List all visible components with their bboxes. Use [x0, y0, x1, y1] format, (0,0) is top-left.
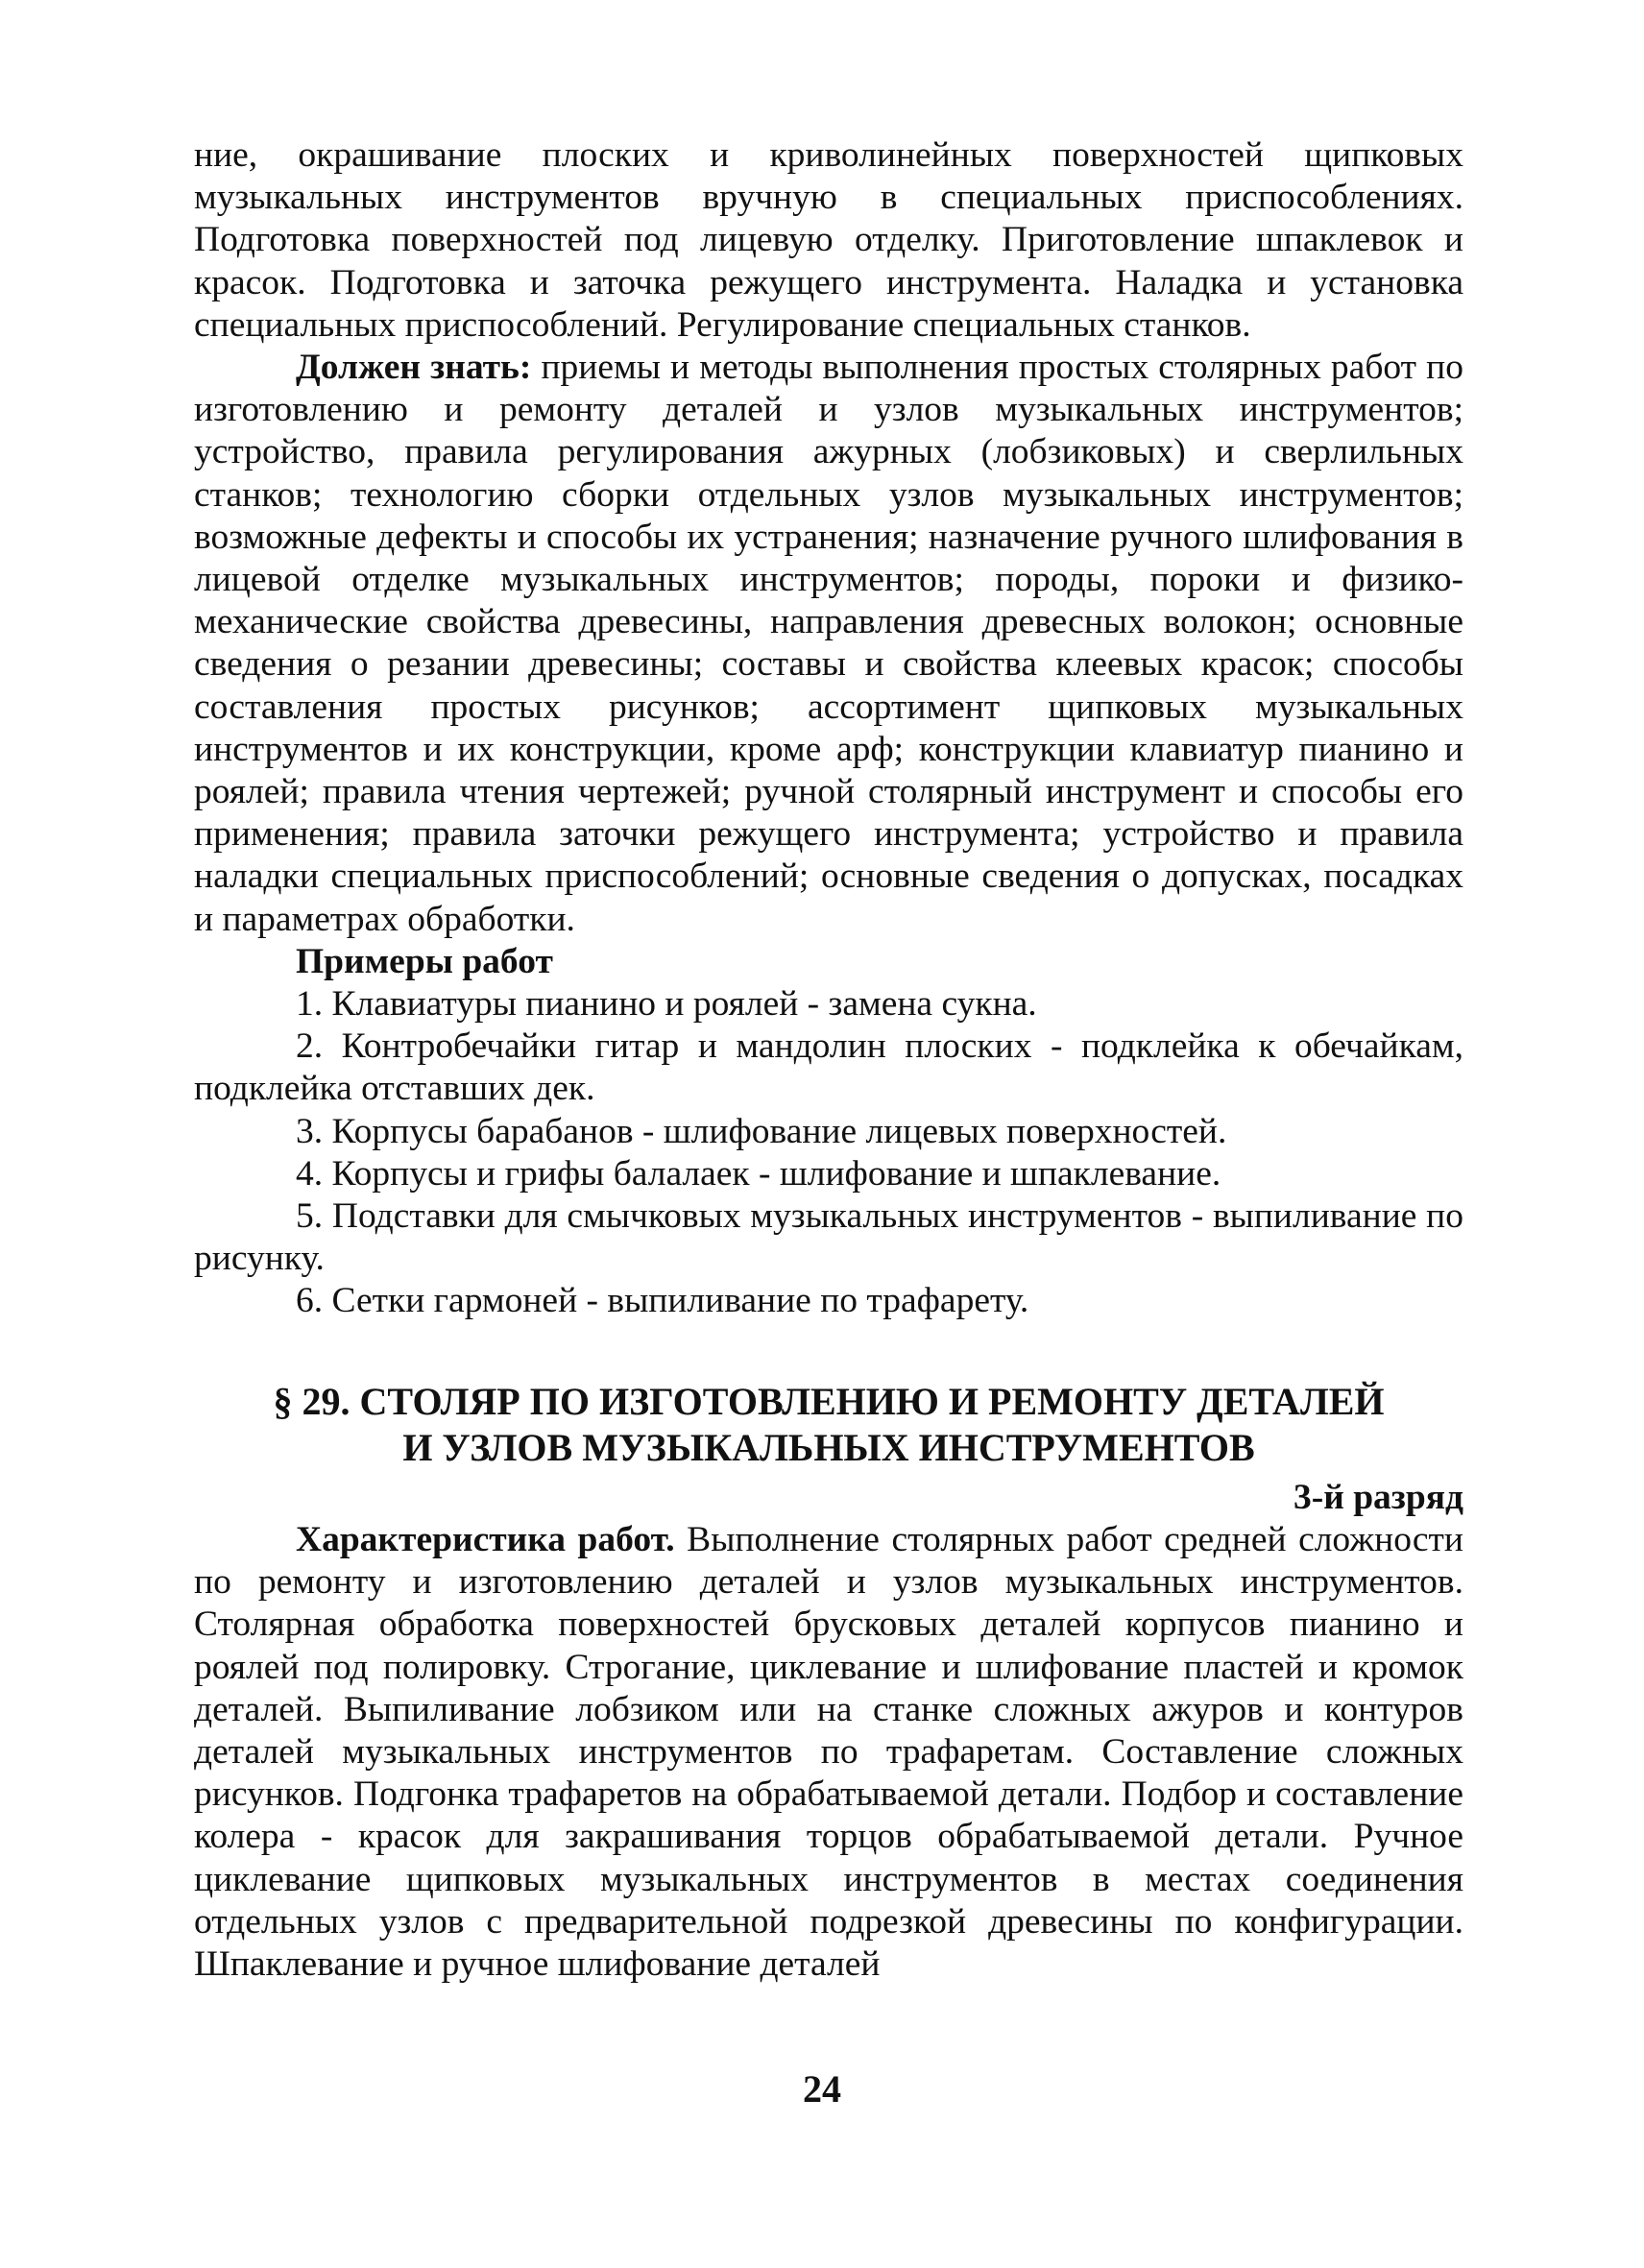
- example-item: 1. Клавиатуры пианино и роялей - замена сукна.: [296, 984, 1037, 1025]
- grade-label: 3-й разряд: [1293, 1477, 1463, 1517]
- characteristic-paragraph: [194, 1519, 1463, 1986]
- page-body: [194, 134, 1463, 1986]
- page-number: 24: [803, 2067, 841, 2111]
- example-item: 5. Подставки для смычковых музыкальных инструментов - выпиливание по рисунку.: [194, 1196, 1463, 1279]
- must-know-text: приемы и методы выполнения простых столярных работ по изготовлению и ремонту деталей и узлов музыкальных инструментов; устройство, правила регулирования ажурных (лобзиковых) и сверлильных станков; технологию сборки отдельных узлов музыкальных инструментов; возможные дефекты и способы их устранения; назначение ручного шлифования в лицевой отделке музыкальных инструментов; породы, пороки и физико-механические свойства древесины, направления древесных волокон; основные сведения о резании древесины; составы и свойства клеевых красок; способы составления простых рисунков; ассортимент щипковых музыкальных инструментов и их конструкции, кроме арф; конструкции клавиатур пианино и роялей; правила чтения чертежей; ручной столярный инструмент и способы его применения; правила заточки режущего инструмента; устройство и правила наладки специальных приспособлений; основные сведения о допусках, посадках и параметрах обработки.: [194, 348, 1463, 939]
- must-know-paragraph: [194, 347, 1463, 941]
- section-title-line: § 29. СТОЛЯР ПО ИЗГОТОВЛЕНИЮ И РЕМОНТУ ДЕТАЛЕЙ: [273, 1379, 1385, 1423]
- must-know-lead: Должен знать:: [296, 348, 532, 388]
- characteristic-lead: Характеристика работ.: [296, 1519, 675, 1559]
- section-title: [194, 1379, 1463, 1471]
- characteristic-text: Выполнение столярных работ средней сложности по ремонту и изготовлению деталей и узлов музыкальных инструментов. Столярная обработка поверхностей брусковых деталей корпусов пианино и роялей под полировку. Строгание, циклевание и шлифование пластей и кромок деталей. Выпиливание лобзиком или на станке сложных ажуров и контуров деталей музыкальных инструментов по трафаретам. Составление сложных рисунков. Подгонка трафаретов на обрабатываемой детали. Подбор и составление колера - красок для закрашивания торцов обрабатываемой детали. Ручное циклевание щипковых музыкальных инструментов в местах соединения отдельных узлов с предварительной подрезкой древесины по конфигурации. Шпаклевание и ручное шлифование деталей: [194, 1519, 1464, 1984]
- example-item: 4. Корпусы и грифы балалаек - шлифование и шпаклевание.: [296, 1153, 1221, 1194]
- example-item: 3. Корпусы барабанов - шлифование лицевых поверхностей.: [296, 1111, 1227, 1151]
- examples-heading: Примеры работ: [296, 941, 553, 981]
- example-item: 2. Контробечайки гитар и мандолин плоских - подклейка к обечайкам, подклейка отставших дек.: [194, 1026, 1463, 1109]
- example-item: 6. Сетки гармоней - выпиливание по трафарету.: [296, 1281, 1029, 1321]
- intro-paragraph: ние, окрашивание плоских и криволинейных поверхностей щипковых музыкальных инструментов вручную в специальных приспособлениях. Подготовка поверхностей под лицевую отделку. Приготовление шпаклевок и красок. Подготовка и заточка режущего инструмента. Наладка и установка специальных приспособлений. Регулирование специальных станков.: [194, 135, 1463, 345]
- section-title-line: И УЗЛОВ МУЗЫКАЛЬНЫХ ИНСТРУМЕНТОВ: [402, 1425, 1255, 1469]
